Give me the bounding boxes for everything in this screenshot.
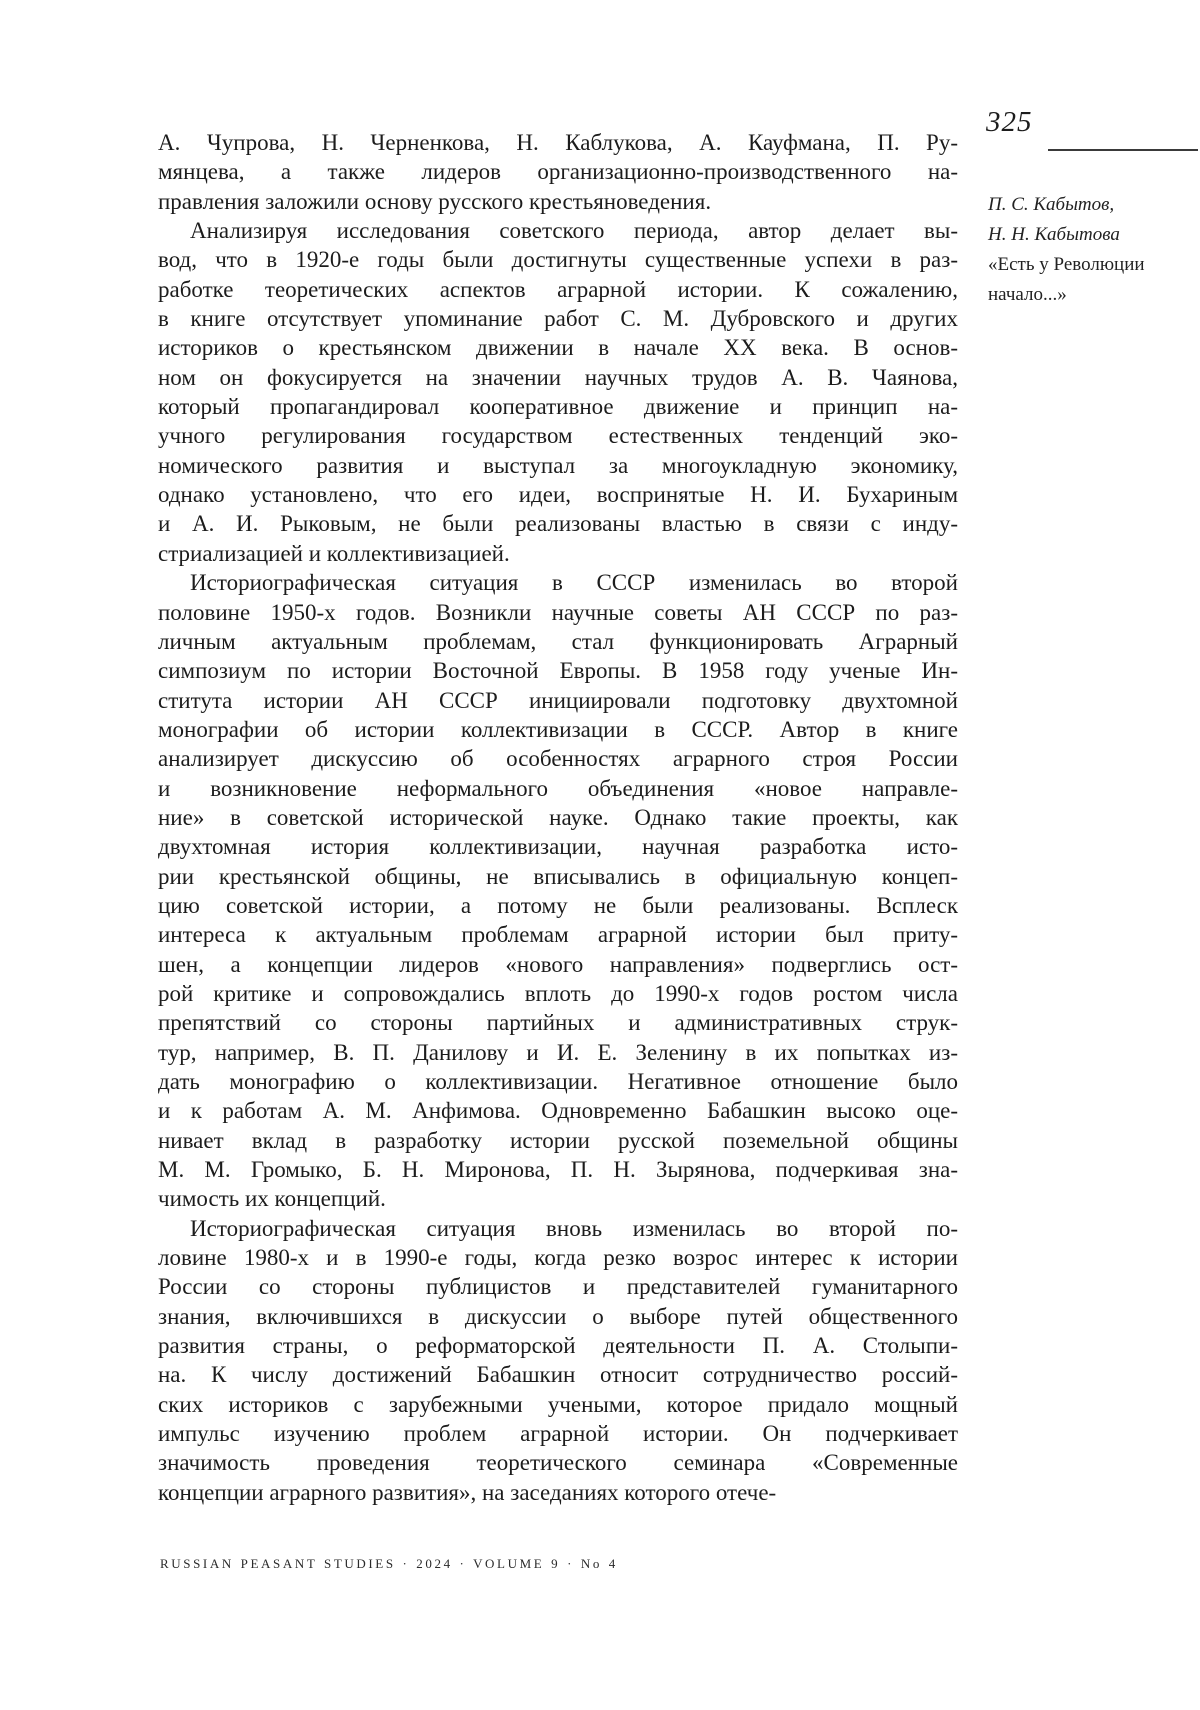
text-line: анализирует дискуссию об особенностях аграрного строя России [158,746,958,772]
text-line: учного регулирования государством естественных тенденций эко- [158,423,958,449]
text-line: и А. И. Рыковым, не были реализованы властью в связи с инду- [158,511,958,537]
text-line: мянцева, а также лидеров организационно-производственного на- [158,159,958,185]
text-line: импульс изучению проблем аграрной истории. Он подчеркивает [158,1421,958,1447]
text-line: нивает вклад в разработку истории русской поземельной общины [158,1127,958,1153]
text-line: ских историков с зарубежными учеными, которое придало мощный [158,1391,958,1417]
text-line: Историографическая ситуация в СССР изменилась во второй [190,570,958,596]
text-line: России со стороны публицистов и представителей гуманитарного [158,1274,958,1300]
text-line: стриализацией и коллективизацией. [158,540,510,566]
text-line: который пропагандировал кооперативное движение и принцип на- [158,394,958,420]
text-line: тур, например, В. П. Данилову и И. Е. Зеленину в их попытках из- [158,1039,958,1065]
text-line: вод, что в 1920-е годы были достигнуты существенные успехи в раз- [158,247,958,273]
text-line: шен, а концепции лидеров «нового направления» подверглись ост- [158,951,958,977]
page-number: 325 [986,106,1033,138]
text-line: значимость проведения теоретического семинара «Современные [158,1450,958,1476]
text-line: правления заложили основу русского крестьяноведения. [158,188,712,214]
text-line: ние» в советской исторической науке. Однако такие проекты, как [158,804,958,830]
text-line: рой критике и сопровождались вплоть до 1990-х годов ростом числа [158,980,958,1006]
text-line: А. Чупрова, Н. Черненкова, Н. Каблукова, А. Кауфмана, П. Ру- [158,130,958,155]
text-line: работке теоретических аспектов аграрной истории. К сожалению, [158,276,958,302]
paragraph [158,128,958,216]
text-line: М. М. Громыко, Б. Н. Миронова, П. Н. Зырянова, подчеркивая зна- [158,1157,958,1183]
text-line: ном он фокусируется на значении научных трудов А. В. Чаянова, [158,364,958,390]
margin-note-work-title: «Есть у Революции [988,254,1145,275]
text-line: рии крестьянской общины, не вписывались в официальную концеп- [158,863,958,889]
text-line: знания, включившихся в дискуссии о выборе путей общественного [158,1303,958,1329]
text-line: дать монографию о коллективизации. Негативное отношение было [158,1069,958,1094]
main-text-column [158,128,958,1507]
margin-note-work-title: начало...» [988,284,1067,305]
text-line: половине 1950-х годов. Возникли научные советы АН СССР по раз- [158,599,958,625]
text-line: Анализируя исследования советского периода, автор делает вы- [190,218,958,244]
text-line: и к работам А. М. Анфимова. Одновременно Бабашкин высоко оце- [158,1098,958,1124]
paragraph [158,1214,958,1507]
text-line: двухтомная история коллективизации, научная разработка исто- [158,834,958,860]
text-line: Историографическая ситуация вновь изменилась во второй по- [190,1215,958,1241]
text-line: концепции аграрного развития», на заседаниях которого отече- [158,1479,777,1505]
text-line: и возникновение неформального объединения «новое направле- [158,775,958,801]
text-line: симпозиум по истории Восточной Европы. В 1958 году ученые Ин- [158,658,958,684]
header-rule [1048,149,1198,151]
text-line: цию советской истории, а потому не были реализованы. Всплеск [158,892,958,918]
text-line: историков о крестьянском движении в начале XX века. В основ- [158,335,958,361]
margin-note-author: П. С. Кабытов, [988,194,1115,215]
text-line: развития страны, о реформаторской деятельности П. А. Столыпи- [158,1333,958,1359]
text-line: интереса к актуальным проблемам аграрной истории был приту- [158,922,958,948]
text-line: ловине 1980-х и в 1990-е годы, когда резко возрос интерес к истории [158,1245,958,1271]
text-line: личным актуальным проблемам, стал функционировать Аграрный [158,628,958,654]
margin-note [988,190,1188,310]
text-line: на. К числу достижений Бабашкин относит сотрудничество россий- [158,1362,958,1388]
text-line: ститута истории АН СССР инициировали подготовку двухтомной [158,687,958,713]
paragraph [158,216,958,568]
text-line: препятствий со стороны партийных и административных струк- [158,1010,958,1036]
paragraph [158,568,958,1214]
text-line: номического развития и выступал за многоукладную экономику, [158,452,958,478]
margin-note-author: Н. Н. Кабытова [988,224,1120,245]
text-line: чимость их концепций. [158,1186,386,1212]
text-line: в книге отсутствует упоминание работ С. М. Дубровского и других [158,306,958,332]
text-line: монографии об истории коллективизации в СССР. Автор в книге [158,716,958,742]
text-line: однако установлено, что его идеи, воспринятые Н. И. Бухариным [158,482,958,508]
journal-footer: RUSSIAN PEASANT STUDIES · 2024 · VOLUME 9 · No 4 [160,1556,618,1571]
